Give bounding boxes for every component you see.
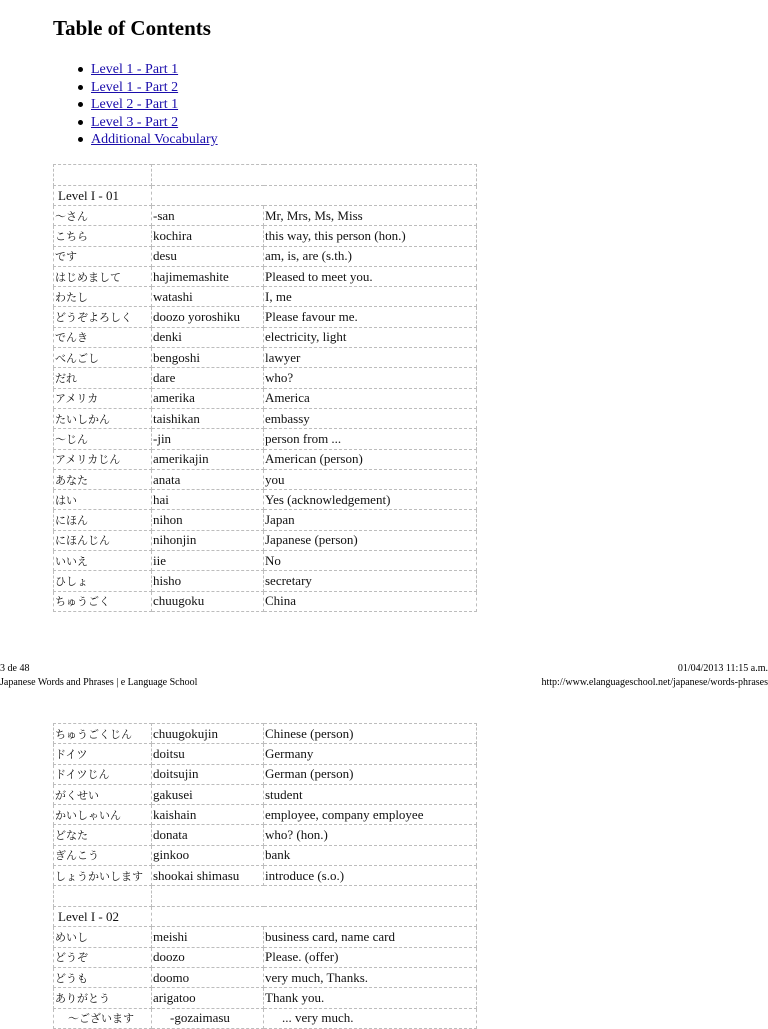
vocab-row: [54, 764, 477, 784]
kana-cell: はじめまして: [54, 266, 152, 286]
vocab-table-level1-02: [53, 723, 477, 1029]
vocab-row: [54, 866, 477, 886]
romaji-cell: doozo yoroshiku: [152, 307, 264, 327]
toc-link-additional-vocabulary[interactable]: Additional Vocabulary: [91, 132, 218, 147]
vocab-row: [54, 947, 477, 967]
romaji-cell: anata: [152, 469, 264, 489]
meaning-cell: embassy: [264, 408, 477, 428]
table-spacer-row: [54, 165, 477, 186]
romaji-cell: -jin: [152, 429, 264, 449]
romaji-cell: meishi: [152, 927, 264, 947]
kana-cell: たいしかん: [54, 408, 152, 428]
table-cell: [152, 907, 264, 927]
romaji-cell: bengoshi: [152, 348, 264, 368]
romaji-cell: taishikan: [152, 408, 264, 428]
kana-cell: だれ: [54, 368, 152, 388]
vocab-table-level1-01: [53, 164, 477, 612]
vocab-row: [54, 825, 477, 845]
toc-item: [91, 79, 218, 97]
toc-title: Table of Contents: [53, 16, 211, 40]
kana-cell: ひしょ: [54, 571, 152, 591]
vocab-row: [54, 368, 477, 388]
toc-list: [91, 61, 218, 149]
romaji-cell: kaishain: [152, 805, 264, 825]
vocab-row: [54, 1008, 477, 1028]
meaning-cell: Please. (offer): [264, 947, 477, 967]
kana-cell: いいえ: [54, 551, 152, 571]
kana-cell: アメリカじん: [54, 449, 152, 469]
vocab-row: [54, 429, 477, 449]
romaji-cell: -gozaimasu: [152, 1008, 264, 1028]
romaji-cell: amerikajin: [152, 449, 264, 469]
kana-cell: しょうかいします: [54, 866, 152, 886]
kana-cell: ぎんこう: [54, 845, 152, 865]
romaji-cell: nihonjin: [152, 530, 264, 550]
toc-item: [91, 114, 218, 132]
vocab-row: [54, 591, 477, 611]
kana-cell: どなた: [54, 825, 152, 845]
meaning-cell: China: [264, 591, 477, 611]
section-label: Level I - 02: [54, 907, 152, 927]
meaning-cell: very much, Thanks.: [264, 967, 477, 987]
romaji-cell: iie: [152, 551, 264, 571]
meaning-cell: No: [264, 551, 477, 571]
kana-cell: でんき: [54, 327, 152, 347]
toc-link-level1-part2[interactable]: Level 1 - Part 2: [91, 79, 179, 95]
vocab-row: [54, 967, 477, 987]
footer-site-title: Japanese Words and Phrases | e Language School: [0, 677, 198, 688]
romaji-cell: ginkoo: [152, 845, 264, 865]
kana-cell: アメリカ: [54, 388, 152, 408]
kana-cell: べんごし: [54, 348, 152, 368]
romaji-cell: amerika: [152, 388, 264, 408]
meaning-cell: lawyer: [264, 348, 477, 368]
vocab-row: [54, 307, 477, 327]
vocab-row: [54, 744, 477, 764]
vocab-row: [54, 551, 477, 571]
kana-cell: ドイツ: [54, 744, 152, 764]
toc-link-level2-part1[interactable]: Level 2 - Part 1: [91, 97, 179, 112]
vocab-row: [54, 408, 477, 428]
kana-cell: にほん: [54, 510, 152, 530]
romaji-cell: doitsujin: [152, 764, 264, 784]
meaning-cell: bank: [264, 845, 477, 865]
vocab-row: [54, 530, 477, 550]
table-cell: [264, 165, 477, 186]
kana-cell: ありがとう: [54, 988, 152, 1008]
kana-cell: どうぞよろしく: [54, 307, 152, 327]
vocab-row: [54, 226, 477, 246]
meaning-cell: American (person): [264, 449, 477, 469]
meaning-cell: Japanese (person): [264, 530, 477, 550]
meaning-cell: you: [264, 469, 477, 489]
table-cell: [152, 186, 264, 206]
kana-cell: どうも: [54, 967, 152, 987]
toc-item: [91, 96, 218, 114]
kana-cell: にほんじん: [54, 530, 152, 550]
vocab-row: [54, 490, 477, 510]
vocab-row: [54, 287, 477, 307]
meaning-cell: Please favour me.: [264, 307, 477, 327]
meaning-cell: student: [264, 784, 477, 804]
kana-cell: がくせい: [54, 784, 152, 804]
toc-link-level1-part1[interactable]: Level 1 - Part 1: [91, 62, 179, 77]
romaji-cell: denki: [152, 327, 264, 347]
romaji-cell: desu: [152, 246, 264, 266]
kana-cell: わたし: [54, 287, 152, 307]
vocab-row: [54, 206, 477, 226]
section-header-row: [54, 186, 477, 206]
vocab-row: [54, 510, 477, 530]
romaji-cell: dare: [152, 368, 264, 388]
meaning-cell: ... very much.: [264, 1008, 477, 1028]
kana-cell: はい: [54, 490, 152, 510]
meaning-cell: Japan: [264, 510, 477, 530]
table-cell: [264, 186, 477, 206]
vocab-row: [54, 845, 477, 865]
romaji-cell: gakusei: [152, 784, 264, 804]
table-cell: [264, 907, 477, 927]
romaji-cell: hajimemashite: [152, 266, 264, 286]
vocab-row: [54, 388, 477, 408]
romaji-cell: watashi: [152, 287, 264, 307]
meaning-cell: introduce (s.o.): [264, 866, 477, 886]
vocab-row: [54, 784, 477, 804]
romaji-cell: doomo: [152, 967, 264, 987]
romaji-cell: hisho: [152, 571, 264, 591]
toc-link-level3-part2[interactable]: Level 3 - Part 2: [91, 114, 179, 130]
romaji-cell: arigatoo: [152, 988, 264, 1008]
meaning-cell: Thank you.: [264, 988, 477, 1008]
toc-item: [91, 131, 218, 149]
romaji-cell: doozo: [152, 947, 264, 967]
section-label: Level I - 01: [54, 186, 152, 206]
romaji-cell: chuugokujin: [152, 724, 264, 744]
meaning-cell: Germany: [264, 744, 477, 764]
footer-url: http://www.elanguageschool.net/japanese/words-phrases: [541, 677, 768, 688]
romaji-cell: -san: [152, 206, 264, 226]
table-cell: [152, 165, 264, 186]
romaji-cell: chuugoku: [152, 591, 264, 611]
kana-cell: あなた: [54, 469, 152, 489]
meaning-cell: I, me: [264, 287, 477, 307]
table-spacer-row: [54, 886, 477, 907]
meaning-cell: America: [264, 388, 477, 408]
kana-cell: ちゅうごく: [54, 591, 152, 611]
table-cell: [152, 886, 264, 907]
romaji-cell: donata: [152, 825, 264, 845]
meaning-cell: Chinese (person): [264, 724, 477, 744]
kana-cell: めいし: [54, 927, 152, 947]
kana-cell: ちゅうごくじん: [54, 724, 152, 744]
vocab-row: [54, 246, 477, 266]
kana-cell: どうぞ: [54, 947, 152, 967]
meaning-cell: who?: [264, 368, 477, 388]
vocab-row: [54, 348, 477, 368]
meaning-cell: this way, this person (hon.): [264, 226, 477, 246]
meaning-cell: who? (hon.): [264, 825, 477, 845]
meaning-cell: employee, company employee: [264, 805, 477, 825]
kana-cell: ～さん: [54, 206, 152, 226]
vocab-row: [54, 449, 477, 469]
romaji-cell: kochira: [152, 226, 264, 246]
meaning-cell: secretary: [264, 571, 477, 591]
vocab-row: [54, 469, 477, 489]
romaji-cell: hai: [152, 490, 264, 510]
vocab-row: [54, 266, 477, 286]
vocab-row: [54, 927, 477, 947]
kana-cell: こちら: [54, 226, 152, 246]
vocab-row: [54, 724, 477, 744]
meaning-cell: Mr, Mrs, Ms, Miss: [264, 206, 477, 226]
romaji-cell: shookai shimasu: [152, 866, 264, 886]
footer-datetime: 01/04/2013 11:15 a.m.: [677, 663, 768, 674]
kana-cell: ～ございます: [54, 1008, 152, 1028]
kana-cell: ～じん: [54, 429, 152, 449]
footer-page-number: 3 de 48: [0, 663, 30, 674]
vocab-row: [54, 571, 477, 591]
kana-cell: です: [54, 246, 152, 266]
table-cell: [54, 886, 152, 907]
meaning-cell: business card, name card: [264, 927, 477, 947]
meaning-cell: am, is, are (s.th.): [264, 246, 477, 266]
meaning-cell: electricity, light: [264, 327, 477, 347]
meaning-cell: person from ...: [264, 429, 477, 449]
vocab-row: [54, 988, 477, 1008]
toc-item: [91, 61, 218, 79]
romaji-cell: nihon: [152, 510, 264, 530]
meaning-cell: German (person): [264, 764, 477, 784]
meaning-cell: Yes (acknowledgement): [264, 490, 477, 510]
vocab-row: [54, 327, 477, 347]
section-header-row: [54, 907, 477, 927]
meaning-cell: Pleased to meet you.: [264, 266, 477, 286]
table-cell: [54, 165, 152, 186]
kana-cell: かいしゃいん: [54, 805, 152, 825]
vocab-row: [54, 805, 477, 825]
kana-cell: ドイツじん: [54, 764, 152, 784]
table-cell: [264, 886, 477, 907]
romaji-cell: doitsu: [152, 744, 264, 764]
